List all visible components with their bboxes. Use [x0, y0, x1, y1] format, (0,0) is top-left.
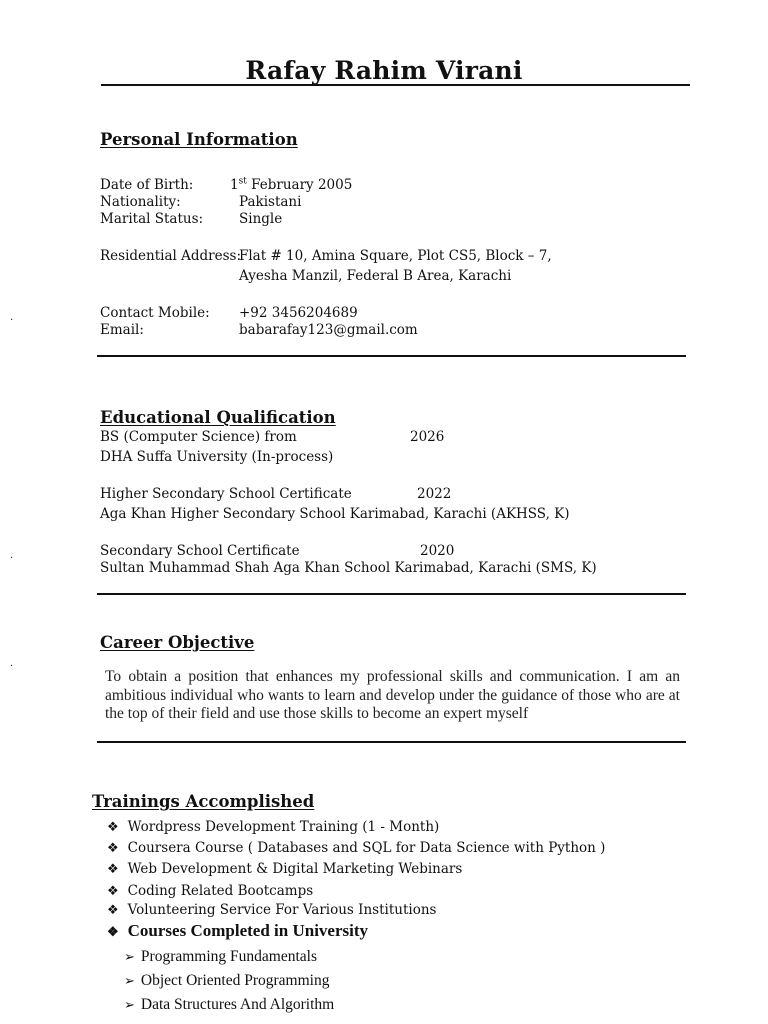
education-year: 2026 [410, 429, 445, 445]
email-label: Email: [100, 322, 144, 338]
course-item: ➢ Programming Fundamentals [124, 948, 317, 965]
address-label: Residential Address: [100, 248, 242, 264]
training-item: ❖ Volunteering Service For Various Institutions [107, 902, 437, 918]
nationality-value: Pakistani [239, 194, 302, 210]
training-item: ❖ Wordpress Development Training (1 - Month) [107, 819, 440, 835]
education-year: 2020 [420, 543, 455, 559]
nationality-label: Nationality: [100, 194, 181, 210]
mobile-value: +92 3456204689 [239, 305, 358, 321]
margin-mark: . [10, 550, 14, 561]
address-line-2: Ayesha Manzil, Federal B Area, Karachi [239, 268, 512, 284]
trainings-heading: Trainings Accomplished [92, 792, 315, 811]
diamond-bullet-icon: ❖ [107, 820, 119, 835]
diamond-bullet-icon: ❖ [107, 841, 119, 856]
diamond-bullet-icon: ❖ [107, 884, 119, 899]
arrow-bullet-icon: ➢ [124, 998, 135, 1013]
marital-value: Single [239, 211, 283, 227]
diamond-bullet-icon: ❖ [107, 862, 119, 877]
education-institution: DHA Suffa University (In-process) [100, 449, 334, 465]
address-line-1: Flat # 10, Amina Square, Plot CS5, Block – 7, [239, 248, 552, 264]
objective-text: To obtain a position that enhances my professional skills and communication. I am an ambitious individual who wants to learn and develop under the guidance of those who are at the top of their field and use those skills to become an expert myself [105, 668, 680, 722]
education-institution: Sultan Muhammad Shah Aga Khan School Karimabad, Karachi (SMS, K) [100, 560, 597, 576]
course-item: ➢ Data Structures And Algorithm [124, 996, 335, 1013]
training-item: ❖ Coding Related Bootcamps [107, 883, 314, 899]
training-item: ❖ Web Development & Digital Marketing Webinars [107, 861, 463, 877]
training-item: ❖ Coursera Course ( Databases and SQL for Data Science with Python ) [107, 840, 606, 856]
section-rule [97, 741, 686, 743]
diamond-bullet-icon: ❖ [107, 903, 119, 918]
personal-info-heading: Personal Information [100, 130, 298, 149]
arrow-bullet-icon: ➢ [124, 974, 135, 989]
diamond-bullet-icon: ❖ [107, 925, 119, 940]
email-value[interactable]: babarafay123@gmail.com [239, 322, 418, 338]
objective-heading: Career Objective [100, 633, 255, 652]
education-year: 2022 [417, 486, 452, 502]
resume-name: Rafay Rahim Virani [245, 56, 523, 85]
margin-mark: . [10, 312, 14, 323]
section-rule [97, 593, 686, 595]
dob-value: 1st February 2005 [230, 176, 353, 193]
marital-label: Marital Status: [100, 211, 204, 227]
courses-heading: ❖ Courses Completed in University [107, 921, 369, 940]
education-heading: Educational Qualification [100, 408, 336, 427]
mobile-label: Contact Mobile: [100, 305, 210, 321]
arrow-bullet-icon: ➢ [124, 950, 135, 965]
education-institution: Aga Khan Higher Secondary School Karimabad, Karachi (AKHSS, K) [100, 506, 570, 522]
margin-mark: . [10, 658, 14, 669]
header-rule [101, 84, 690, 86]
course-item: ➢ Object Oriented Programming [124, 972, 330, 989]
education-title: Secondary School Certificate [100, 543, 300, 559]
education-title: BS (Computer Science) from [100, 429, 297, 445]
section-rule [97, 355, 686, 357]
education-title: Higher Secondary School Certificate [100, 486, 352, 502]
dob-label: Date of Birth: [100, 177, 194, 193]
